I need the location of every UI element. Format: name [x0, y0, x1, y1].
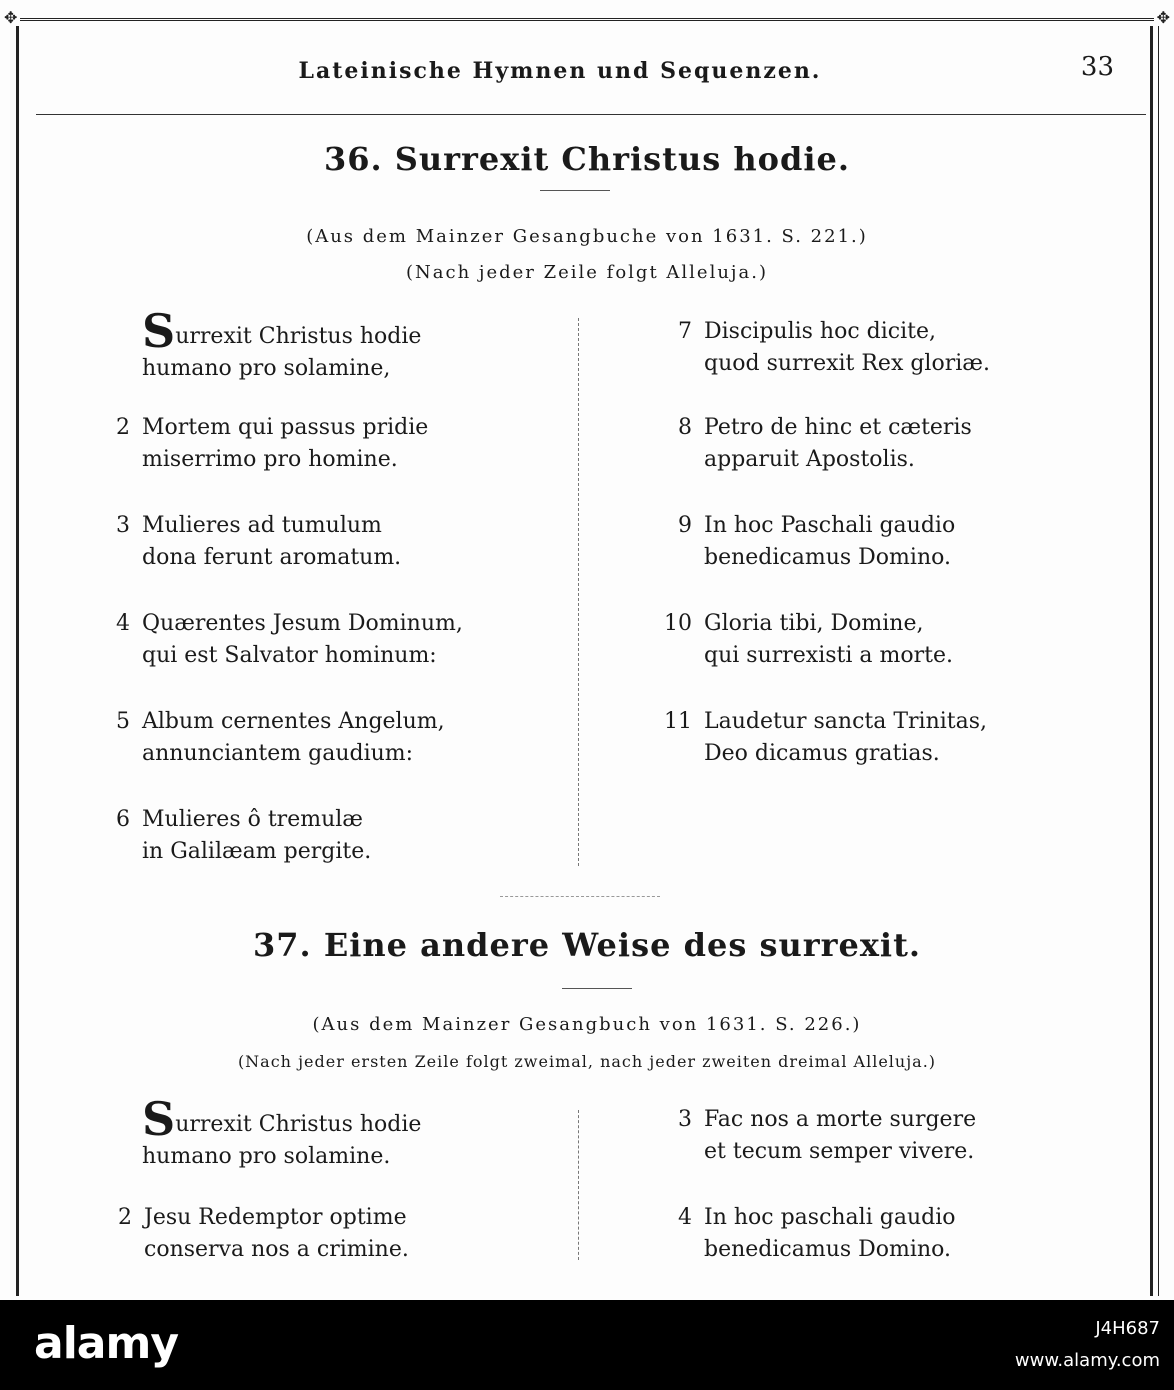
hymn-note: (Nach jeder Zeile folgt Alleluja.) [406, 262, 768, 283]
verse-line: in Galilæam pergite. [142, 839, 372, 864]
verse-line: humano pro solamine. [142, 1144, 391, 1169]
stanza [664, 608, 953, 672]
page-border-right [1150, 26, 1153, 1296]
verse-line: Mortem qui passus pridie [142, 415, 429, 440]
verse-line: apparuit Apostolis. [704, 447, 915, 472]
column-divider [578, 1110, 579, 1260]
verse-line: In hoc paschali gaudio [704, 1205, 956, 1230]
hymn-note: (Nach jeder ersten Zeile folgt zweimal, nach jeder zweiten dreimal Alleluja.) [237, 1052, 937, 1071]
verse-line: Quærentes Jesum Dominum, [142, 611, 463, 636]
site-url: www.alamy.com [1014, 1350, 1160, 1371]
verse-line: Laudetur sancta Trinitas, [704, 709, 988, 734]
verse-line: Jesu Redemptor optime [144, 1205, 407, 1230]
column-divider [578, 318, 579, 866]
stanza [116, 412, 429, 476]
verse-line: Petro de hinc et cæteris [704, 415, 972, 440]
stanza [678, 1202, 956, 1266]
stanza [678, 316, 990, 380]
drop-initial: S [142, 304, 176, 358]
alamy-logo: alamy [34, 1318, 178, 1369]
verse-line: conserva nos a crimine. [144, 1237, 409, 1262]
verse-line: miserrimo pro homine. [142, 447, 398, 472]
stanza [118, 1202, 409, 1266]
verse-line: quod surrexit Rex gloriæ. [704, 351, 990, 376]
stanza [116, 706, 445, 770]
stanza [142, 304, 422, 385]
running-head: Lateinische Hymnen und Sequenzen. [298, 58, 822, 84]
verse-line: Discipulis hoc dicite, [704, 319, 936, 344]
hymn-source: (Aus dem Mainzer Gesangbuch von 1631. S. 226.) [312, 1014, 862, 1035]
hymn-title: 37. Eine andere Weise des surrexit. [253, 926, 921, 964]
stanza [678, 1104, 977, 1168]
ornamental-border [20, 18, 1154, 21]
verse-line: qui surrexisti a morte. [704, 643, 953, 668]
stanza-number: 2 [116, 415, 130, 440]
stanza-number: 11 [664, 709, 692, 734]
verse-line: Mulieres ô tremulæ [142, 807, 363, 832]
stanza [142, 1092, 422, 1173]
stanza-number: 7 [678, 319, 692, 344]
verse-line: urrexit Christus hodie [175, 1112, 422, 1137]
verse-line: humano pro solamine, [142, 356, 391, 381]
watermark-banner [0, 1300, 1174, 1390]
section-break [500, 896, 660, 897]
ornament-icon: ✥ [1156, 8, 1170, 27]
stanza-number: 6 [116, 807, 130, 832]
drop-initial: S [142, 1092, 176, 1146]
verse-line: annunciantem gaudium: [142, 741, 414, 766]
verse-line: urrexit Christus hodie [175, 324, 422, 349]
image-code: J4H687 [1095, 1318, 1160, 1339]
stanza-number: 3 [116, 513, 130, 538]
verse-line: qui est Salvator hominum: [142, 643, 437, 668]
stanza [678, 412, 972, 476]
page-border-left [16, 26, 19, 1296]
stanza-number: 2 [118, 1205, 132, 1230]
hymn-source: (Aus dem Mainzer Gesangbuche von 1631. S. 221.) [306, 226, 868, 247]
hymn-title: 36. Surrexit Christus hodie. [323, 140, 851, 178]
title-rule [562, 988, 632, 989]
stanza [664, 706, 988, 770]
stanza [116, 510, 402, 574]
verse-line: dona ferunt aromatum. [142, 545, 402, 570]
verse-line: In hoc Paschali gaudio [704, 513, 956, 538]
verse-line: Deo dicamus gratias. [704, 741, 940, 766]
verse-line: Gloria tibi, Domine, [704, 611, 924, 636]
stanza-number: 10 [664, 611, 692, 636]
verse-line: Fac nos a morte surgere [704, 1107, 977, 1132]
title-rule [540, 190, 610, 191]
verse-line: benedicamus Domino. [704, 1237, 951, 1262]
verse-line: et tecum semper vivere. [704, 1139, 975, 1164]
verse-line: Album cernentes Angelum, [142, 709, 445, 734]
verse-line: Mulieres ad tumulum [142, 513, 382, 538]
stanza-number: 8 [678, 415, 692, 440]
stanza [116, 804, 372, 868]
stanza-number: 3 [678, 1107, 692, 1132]
stanza-number: 9 [678, 513, 692, 538]
stanza [678, 510, 956, 574]
ornament-icon: ✥ [4, 8, 18, 27]
stanza-number: 4 [678, 1205, 692, 1230]
stanza-number: 4 [116, 611, 130, 636]
verse-line: benedicamus Domino. [704, 545, 951, 570]
header-rule [36, 114, 1146, 115]
stanza-number: 5 [116, 709, 130, 734]
page-border-right-inner [1158, 26, 1159, 1296]
stanza [116, 608, 463, 672]
page-number: 33 [1080, 52, 1114, 82]
